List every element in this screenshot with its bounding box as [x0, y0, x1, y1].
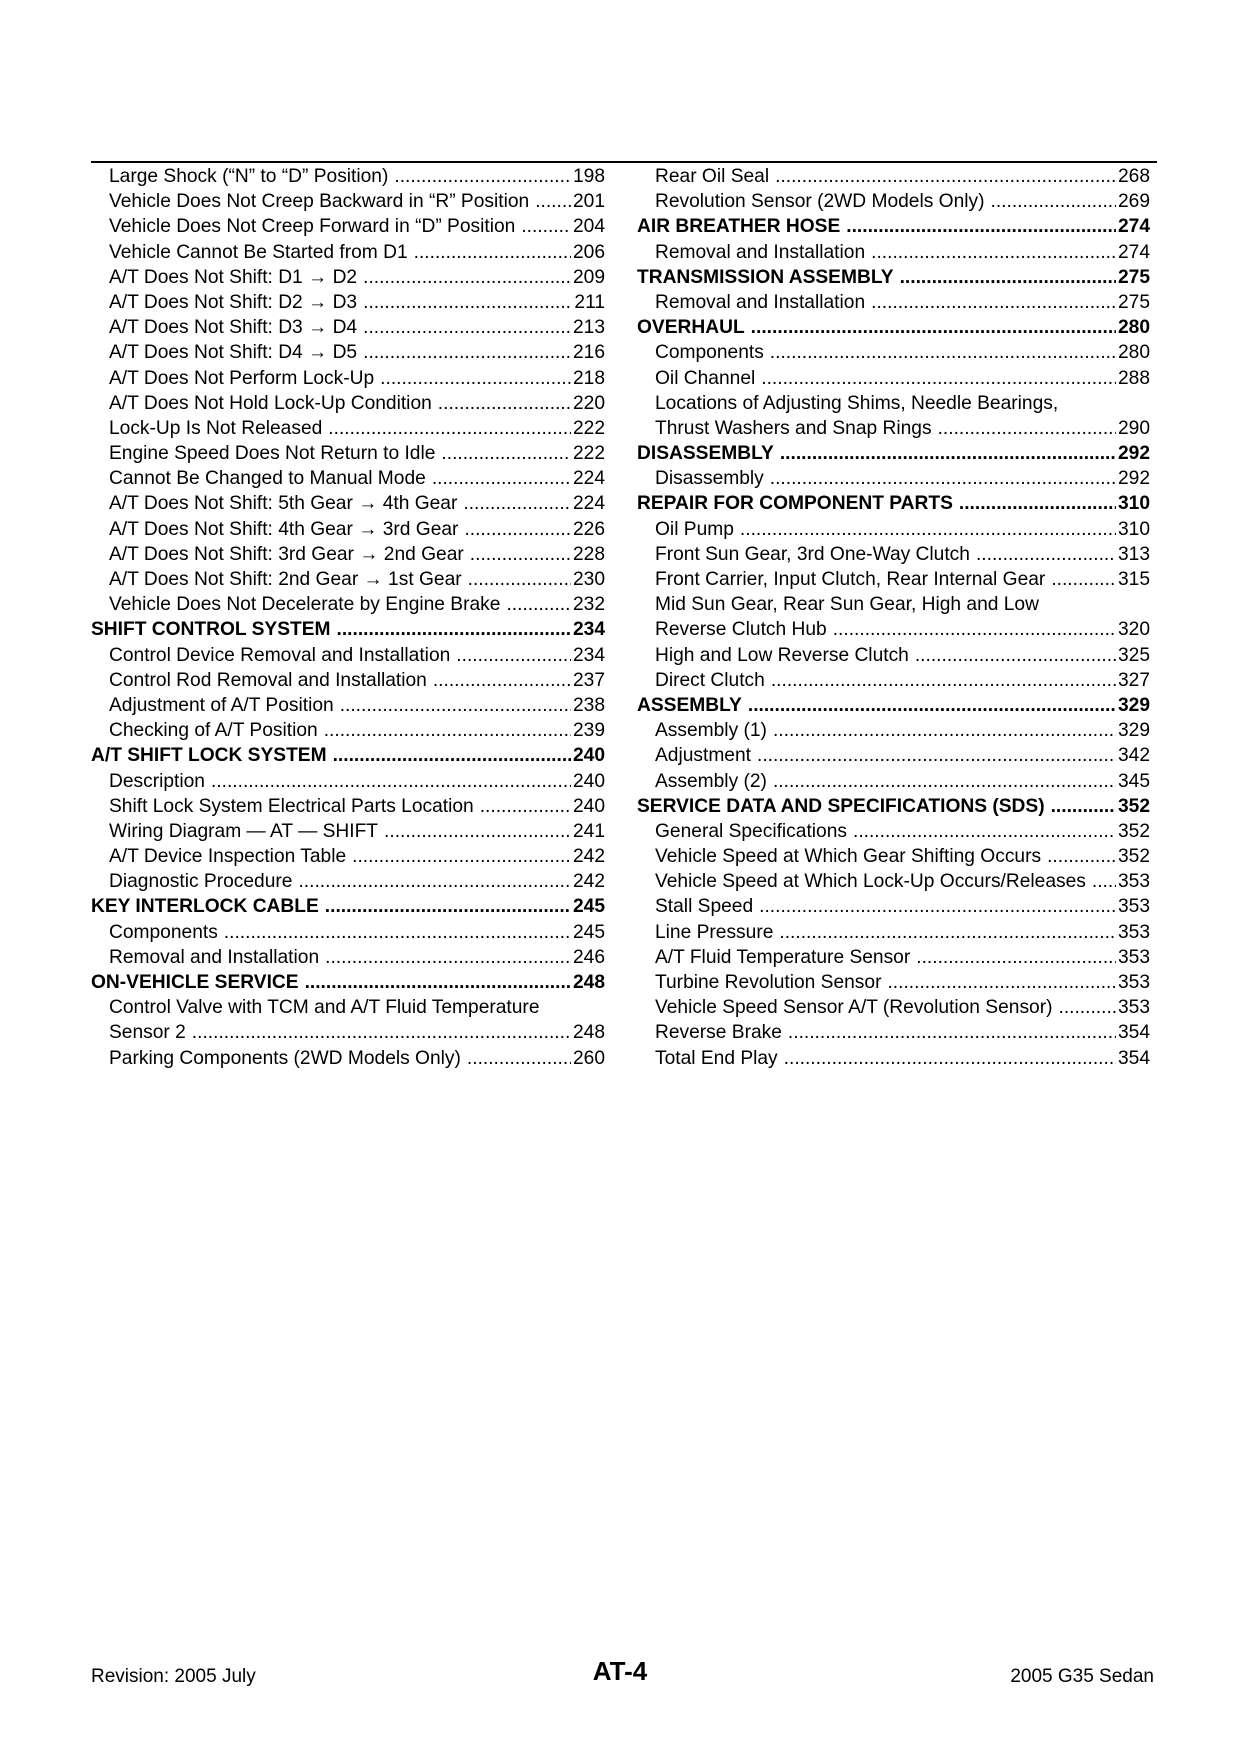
toc-entry-title: Large Shock (“N” to “D” Position)	[109, 166, 389, 187]
toc-entry	[637, 466, 1150, 491]
toc-entry-title: Control Valve with TCM and A/T Fluid Temperature	[109, 997, 540, 1019]
toc-section-heading	[91, 970, 605, 995]
toc-leader-dots	[788, 1020, 1116, 1045]
toc-entry	[637, 970, 1150, 995]
toc-entry-title: Turbine Revolution Sensor	[655, 972, 882, 993]
toc-leader-dots	[779, 920, 1116, 945]
toc-entry-title: DISASSEMBLY	[637, 443, 774, 465]
toc-entry	[91, 945, 605, 970]
toc-leader-dots	[456, 643, 571, 668]
toc-entry	[91, 718, 605, 743]
toc-entry	[91, 214, 605, 239]
toc-leader-dots	[740, 517, 1116, 542]
toc-leader-dots	[363, 340, 571, 365]
toc-entry-title: General Specifications	[655, 820, 847, 842]
toc-page-number: 325	[1117, 644, 1150, 666]
toc-entry	[637, 869, 1150, 894]
toc-page-number: 280	[1117, 342, 1150, 364]
toc-entry-title: REPAIR FOR COMPONENT PARTS	[637, 493, 953, 515]
toc-leader-dots	[363, 315, 571, 340]
toc-leader-dots	[1058, 995, 1116, 1020]
toc-entry-title: Removal and Installation	[109, 946, 320, 968]
toc-entry	[91, 491, 605, 516]
toc-entry	[637, 517, 1150, 542]
toc-leader-dots	[773, 718, 1116, 743]
toc-page-number: 327	[1117, 669, 1150, 691]
toc-entry	[91, 265, 605, 290]
toc-entry-title: Lock-Up Is Not Released	[109, 417, 323, 439]
toc-entry-title: Locations of Adjusting Shims, Needle Bearings,	[655, 392, 1059, 414]
toc-entry	[637, 567, 1150, 592]
toc-section-heading	[637, 214, 1150, 239]
toc-leader-dots	[853, 819, 1116, 844]
toc-entry-title: Assembly (2)	[655, 770, 767, 792]
toc-page-number: 213	[572, 317, 605, 339]
toc-page-number: 354	[1117, 1022, 1150, 1044]
toc-entry	[91, 466, 605, 491]
toc-entry	[91, 995, 605, 1020]
toc-section-heading	[637, 265, 1150, 290]
toc-page-number: 354	[1117, 1047, 1150, 1069]
toc-entry-title: Checking of A/T Position	[109, 720, 318, 742]
toc-entry	[91, 391, 605, 416]
toc-entry-title: SERVICE DATA AND SPECIFICATIONS (SDS)	[637, 795, 1045, 817]
toc-entry-title: A/T Does Not Shift: D2 → D3	[109, 291, 358, 313]
toc-leader-dots	[1047, 844, 1116, 869]
toc-leader-dots	[305, 970, 571, 995]
toc-entry	[637, 920, 1150, 945]
toc-leader-dots	[328, 416, 571, 441]
toc-page-number: 268	[1117, 166, 1150, 187]
toc-entry-title: Oil Channel	[655, 367, 756, 389]
footer-page-label: AT-4	[592, 1656, 648, 1686]
toc-entry-title: A/T Does Not Shift: 2nd Gear → 1st Gear	[109, 569, 462, 590]
toc-entry	[637, 643, 1150, 668]
toc-leader-dots	[384, 819, 571, 844]
toc-entry-title: Vehicle Cannot Be Started from D1	[109, 241, 408, 263]
toc-page-number: 320	[1117, 619, 1150, 641]
toc-entry	[637, 340, 1150, 365]
toc-page-number: 218	[572, 367, 605, 389]
toc-leader-dots	[325, 945, 571, 970]
toc-entry-title: A/T Does Not Perform Lock-Up	[109, 367, 375, 389]
toc-entry	[637, 366, 1150, 391]
toc-entry-title: Engine Speed Does Not Return to Idle	[109, 443, 436, 465]
toc-entry	[637, 592, 1150, 617]
toc-entry-title: Rear Oil Seal	[655, 166, 770, 187]
toc-leader-dots	[959, 491, 1116, 516]
toc-entry	[637, 617, 1150, 642]
toc-leader-dots	[535, 189, 571, 214]
toc-page-number: 242	[572, 871, 605, 893]
toc-page-number: 240	[572, 745, 605, 767]
toc-page-number: 248	[572, 1022, 605, 1044]
toc-entry-title: Adjustment	[655, 745, 751, 767]
toc-page-number: 238	[572, 694, 605, 716]
toc-entry-title: A/T Does Not Shift: 4th Gear → 3rd Gear	[109, 518, 459, 540]
toc-section-heading	[637, 491, 1150, 516]
toc-entry	[637, 1046, 1150, 1071]
toc-entry	[91, 1020, 605, 1045]
toc-leader-dots	[833, 617, 1116, 642]
toc-page-number: 242	[572, 846, 605, 868]
toc-leader-dots	[871, 240, 1116, 265]
toc-entry-title: Vehicle Speed Sensor A/T (Revolution Sensor)	[655, 997, 1053, 1019]
toc-page-number: 234	[572, 644, 605, 666]
toc-entry	[91, 592, 605, 617]
toc-leader-dots	[751, 315, 1116, 340]
toc-page-number: 288	[1117, 367, 1150, 389]
toc-leader-dots	[976, 542, 1116, 567]
toc-page-number: 292	[1117, 443, 1150, 465]
toc-leader-dots	[773, 769, 1116, 794]
toc-leader-dots	[438, 391, 571, 416]
toc-page-number: 228	[572, 543, 605, 565]
toc-page-number: 353	[1117, 997, 1150, 1019]
toc-entry	[637, 769, 1150, 794]
toc-right-column	[637, 164, 1150, 1071]
toc-entry-title: Vehicle Does Not Creep Backward in “R” Position	[109, 191, 530, 213]
toc-leader-dots	[748, 693, 1116, 718]
toc-leader-dots	[506, 592, 571, 617]
toc-entry	[637, 819, 1150, 844]
toc-entry-title: Vehicle Speed at Which Lock-Up Occurs/Releases	[655, 871, 1086, 893]
footer-model: 2005 G35 Sedan	[1010, 1666, 1154, 1687]
toc-page-number: 241	[572, 820, 605, 842]
toc-entry-title: Disassembly	[655, 468, 764, 490]
toc-leader-dots	[771, 668, 1116, 693]
toc-leader-dots	[900, 265, 1116, 290]
toc-leader-dots	[298, 869, 571, 894]
toc-page-number: 234	[572, 619, 605, 641]
toc-page-number: 352	[1117, 795, 1150, 817]
toc-entry	[637, 844, 1150, 869]
toc-leader-dots	[770, 340, 1116, 365]
toc-entry	[637, 743, 1150, 768]
toc-entry-title: Description	[109, 770, 205, 792]
toc-entry	[91, 416, 605, 441]
toc-entry-title: Removal and Installation	[655, 241, 866, 263]
toc-leader-dots	[846, 214, 1116, 239]
toc-leader-dots	[470, 542, 571, 567]
toc-entry-title: Line Pressure	[655, 921, 774, 943]
toc-entry	[637, 668, 1150, 693]
toc-entry-title: A/T Does Not Shift: D3 → D4	[109, 317, 358, 339]
toc-page-number: 240	[572, 770, 605, 792]
toc-entry	[637, 391, 1150, 416]
toc-entry	[637, 290, 1150, 315]
toc-entry	[637, 945, 1150, 970]
toc-page-number: 224	[572, 468, 605, 490]
toc-leader-dots	[1051, 567, 1116, 592]
toc-entry-title: A/T Device Inspection Table	[109, 846, 347, 868]
toc-page-number: 353	[1117, 896, 1150, 918]
toc-leader-dots	[775, 164, 1116, 189]
toc-page-number: 237	[572, 669, 605, 691]
toc-entry	[91, 315, 605, 340]
toc-entry	[91, 240, 605, 265]
toc-entry	[91, 693, 605, 718]
toc-page-number: 224	[572, 493, 605, 515]
toc-entry	[637, 995, 1150, 1020]
toc-page-number: 353	[1117, 972, 1150, 993]
toc-leader-dots	[871, 290, 1116, 315]
toc-page-number: 222	[572, 417, 605, 439]
toc-leader-dots	[938, 416, 1116, 441]
toc-entry-title: Reverse Clutch Hub	[655, 619, 827, 641]
toc-entry	[91, 869, 605, 894]
toc-entry	[91, 290, 605, 315]
toc-leader-dots	[887, 970, 1116, 995]
toc-page-number: 329	[1117, 720, 1150, 742]
toc-entry	[91, 1046, 605, 1071]
toc-leader-dots	[780, 441, 1116, 466]
toc-page-number: 352	[1117, 820, 1150, 842]
toc-leader-dots	[325, 894, 571, 919]
toc-page-number: 226	[572, 518, 605, 540]
toc-entry-title: Assembly (1)	[655, 720, 767, 742]
toc-leader-dots	[414, 240, 571, 265]
toc-leader-dots	[340, 693, 571, 718]
toc-page-number: 313	[1117, 543, 1150, 565]
toc-page-number: 310	[1117, 518, 1150, 540]
toc-page-number: 315	[1117, 569, 1150, 590]
toc-leader-dots	[380, 366, 571, 391]
toc-entry	[637, 542, 1150, 567]
toc-entry	[637, 1020, 1150, 1045]
toc-leader-dots	[324, 718, 571, 743]
toc-entry	[91, 340, 605, 365]
toc-left-column	[91, 164, 605, 1071]
toc-leader-dots	[521, 214, 571, 239]
toc-entry	[91, 164, 605, 189]
toc-leader-dots	[333, 743, 571, 768]
toc-section-heading	[637, 441, 1150, 466]
toc-entry	[91, 668, 605, 693]
toc-leader-dots	[916, 945, 1116, 970]
toc-leader-dots	[433, 668, 571, 693]
toc-leader-dots	[915, 643, 1116, 668]
toc-entry-title: AIR BREATHER HOSE	[637, 216, 841, 238]
toc-page-number: 290	[1117, 417, 1150, 439]
toc-entry	[91, 517, 605, 542]
toc-leader-dots	[761, 366, 1116, 391]
toc-page-number: 329	[1117, 694, 1150, 716]
toc-entry	[91, 542, 605, 567]
toc-entry-title: Components	[655, 342, 764, 364]
toc-page-number: 274	[1117, 241, 1150, 263]
toc-page-number: 353	[1117, 946, 1150, 968]
toc-entry	[91, 769, 605, 794]
toc-section-heading	[637, 794, 1150, 819]
toc-page-number: 220	[572, 392, 605, 414]
toc-leader-dots	[363, 265, 571, 290]
toc-entry-title: Cannot Be Changed to Manual Mode	[109, 468, 426, 490]
toc-leader-dots	[224, 920, 571, 945]
toc-entry	[91, 189, 605, 214]
toc-entry-title: Reverse Brake	[655, 1022, 782, 1044]
header-rule	[91, 161, 1157, 163]
toc-page-number: 232	[572, 594, 605, 616]
toc-page-number: 345	[1117, 770, 1150, 792]
toc-entry-title: ASSEMBLY	[637, 694, 742, 716]
toc-entry-title: Vehicle Speed at Which Gear Shifting Occurs	[655, 846, 1042, 868]
toc-entry-title: Oil Pump	[655, 518, 734, 540]
toc-entry-title: Front Sun Gear, 3rd One-Way Clutch	[655, 543, 970, 565]
toc-section-heading	[91, 617, 605, 642]
toc-entry-title: A/T Fluid Temperature Sensor	[655, 946, 911, 968]
toc-page-number: 209	[572, 266, 605, 288]
toc-leader-dots	[211, 769, 571, 794]
toc-entry-title: Diagnostic Procedure	[109, 871, 293, 893]
toc-leader-dots	[363, 290, 572, 315]
toc-entry-title: Vehicle Does Not Creep Forward in “D” Position	[109, 216, 516, 238]
toc-page-number: 275	[1117, 291, 1150, 313]
footer-revision: Revision: 2005 July	[91, 1666, 256, 1687]
toc-leader-dots	[192, 1020, 571, 1045]
toc-entry-title: Revolution Sensor (2WD Models Only)	[655, 191, 985, 213]
toc-entry	[91, 819, 605, 844]
toc-entry	[91, 567, 605, 592]
toc-entry	[91, 844, 605, 869]
toc-entry-title: Removal and Installation	[655, 291, 866, 313]
toc-leader-dots	[1051, 794, 1116, 819]
toc-leader-dots	[1092, 869, 1116, 894]
toc-page-number: 230	[572, 569, 605, 590]
toc-entry	[91, 920, 605, 945]
toc-leader-dots	[467, 1046, 571, 1071]
toc-page-number: 275	[1117, 266, 1150, 288]
toc-leader-dots	[784, 1046, 1116, 1071]
toc-entry	[637, 416, 1150, 441]
toc-leader-dots	[464, 517, 571, 542]
toc-leader-dots	[394, 164, 571, 189]
toc-leader-dots	[480, 794, 571, 819]
toc-entry-title: Total End Play	[655, 1047, 778, 1069]
toc-leader-dots	[759, 894, 1116, 919]
toc-leader-dots	[441, 441, 571, 466]
toc-entry-title: A/T Does Not Shift: 5th Gear → 4th Gear	[109, 493, 458, 515]
toc-page-number: 292	[1117, 468, 1150, 490]
toc-entry	[91, 366, 605, 391]
toc-entry-title: Control Device Removal and Installation	[109, 644, 451, 666]
toc-leader-dots	[352, 844, 571, 869]
toc-entry	[637, 164, 1150, 189]
toc-entry-title: A/T Does Not Hold Lock-Up Condition	[109, 392, 432, 414]
toc-page-number: 204	[572, 216, 605, 238]
toc-page-number: 245	[572, 921, 605, 943]
toc-leader-dots	[770, 466, 1116, 491]
toc-page-number: 216	[572, 342, 605, 364]
toc-section-heading	[91, 743, 605, 768]
toc-entry-title: High and Low Reverse Clutch	[655, 644, 909, 666]
toc-page-number: 310	[1117, 493, 1150, 515]
toc-page-number: 245	[572, 896, 605, 918]
toc-page-number: 342	[1117, 745, 1150, 767]
toc-page-number: 239	[572, 720, 605, 742]
toc-entry-title: Control Rod Removal and Installation	[109, 669, 427, 691]
toc-entry	[637, 240, 1150, 265]
toc-entry-title: Mid Sun Gear, Rear Sun Gear, High and Low	[655, 594, 1039, 616]
toc-entry-title: Front Carrier, Input Clutch, Rear Internal Gear	[655, 569, 1046, 590]
toc-page-number: 206	[572, 241, 605, 263]
toc-page-number: 198	[572, 166, 605, 187]
toc-entry-title: A/T SHIFT LOCK SYSTEM	[91, 745, 327, 767]
toc-entry-title: Wiring Diagram — AT — SHIFT	[109, 820, 379, 842]
toc-page-number: 353	[1117, 871, 1150, 893]
toc-entry-title: Direct Clutch	[655, 669, 765, 691]
toc-section-heading	[91, 894, 605, 919]
toc-entry-title: TRANSMISSION ASSEMBLY	[637, 266, 894, 288]
toc-leader-dots	[432, 466, 571, 491]
toc-entry-title: Parking Components (2WD Models Only)	[109, 1047, 461, 1069]
toc-leader-dots	[757, 743, 1116, 768]
toc-entry-title: Components	[109, 921, 218, 943]
toc-section-heading	[637, 693, 1150, 718]
toc-page-number: 240	[572, 795, 605, 817]
toc-entry-title: KEY INTERLOCK CABLE	[91, 896, 319, 918]
toc-entry-title: OVERHAUL	[637, 317, 745, 339]
toc-page-number: 211	[574, 291, 605, 313]
toc-entry	[637, 894, 1150, 919]
toc-page-number: 260	[572, 1047, 605, 1069]
toc-page-number: 280	[1117, 317, 1150, 339]
toc-entry-title: A/T Does Not Shift: D1 → D2	[109, 266, 358, 288]
toc-page-number: 352	[1117, 846, 1150, 868]
toc-entry-title: Vehicle Does Not Decelerate by Engine Brake	[109, 594, 501, 616]
toc-entry-title: ON-VEHICLE SERVICE	[91, 972, 299, 993]
toc-leader-dots	[991, 189, 1116, 214]
toc-page-number: 222	[572, 443, 605, 465]
toc-leader-dots	[337, 617, 571, 642]
toc-page-number: 353	[1117, 921, 1150, 943]
toc-page-number: 274	[1117, 216, 1150, 238]
toc-entry	[637, 718, 1150, 743]
toc-entry-title: Stall Speed	[655, 896, 754, 918]
toc-entry-title: SHIFT CONTROL SYSTEM	[91, 619, 331, 641]
toc-leader-dots	[468, 567, 571, 592]
toc-entry	[91, 794, 605, 819]
toc-entry-title: A/T Does Not Shift: 3rd Gear → 2nd Gear	[109, 543, 464, 565]
toc-page-number: 201	[572, 191, 605, 213]
toc-entry	[637, 189, 1150, 214]
toc-entry	[91, 441, 605, 466]
toc-page-number: 269	[1117, 191, 1150, 213]
toc-entry-title: Adjustment of A/T Position	[109, 694, 334, 716]
toc-entry-title: Thrust Washers and Snap Rings	[655, 417, 932, 439]
toc-entry-title: Shift Lock System Electrical Parts Location	[109, 795, 474, 817]
toc-page-number: 248	[572, 972, 605, 993]
toc-entry	[91, 643, 605, 668]
toc-entry-title: A/T Does Not Shift: D4 → D5	[109, 342, 358, 364]
toc-leader-dots	[463, 491, 571, 516]
toc-section-heading	[637, 315, 1150, 340]
toc-page-number: 246	[572, 946, 605, 968]
toc-entry-title: Sensor 2	[109, 1022, 186, 1044]
